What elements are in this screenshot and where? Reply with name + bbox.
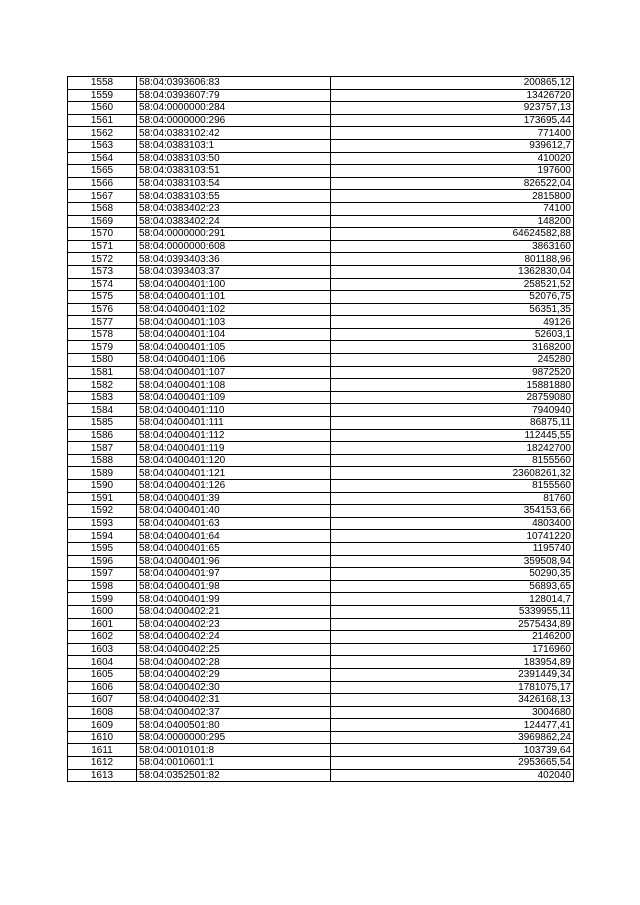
value-cell: 124477,41 [331,719,574,732]
table-row [68,719,574,732]
cadastral-number-cell: 58:04:0383402:24 [137,215,331,228]
value-cell: 8155560 [331,480,574,493]
table-row [68,177,574,190]
row-number-cell: 1582 [68,379,137,392]
row-number-cell: 1602 [68,631,137,644]
row-number-cell: 1568 [68,202,137,215]
table-row [68,77,574,90]
row-number-cell: 1578 [68,328,137,341]
cadastral-number-cell: 58:04:0400401:112 [137,429,331,442]
cadastral-number-cell: 58:04:0400401:96 [137,555,331,568]
table-row [68,467,574,480]
table-row [68,681,574,694]
table-row [68,731,574,744]
row-number-cell: 1575 [68,291,137,304]
row-number-cell: 1565 [68,165,137,178]
row-number-cell: 1600 [68,605,137,618]
row-number-cell: 1580 [68,354,137,367]
table-row [68,517,574,530]
table-row [68,454,574,467]
table-body [68,77,574,782]
cadastral-number-cell: 58:04:0010601:1 [137,757,331,770]
table-row [68,303,574,316]
row-number-cell: 1612 [68,757,137,770]
cadastral-number-cell: 58:04:0383103:50 [137,152,331,165]
value-cell: 56893,65 [331,580,574,593]
row-number-cell: 1601 [68,618,137,631]
cadastral-number-cell: 58:04:0400401:107 [137,366,331,379]
row-number-cell: 1576 [68,303,137,316]
table-row [68,580,574,593]
value-cell: 197600 [331,165,574,178]
table-row [68,190,574,203]
table-row [68,102,574,115]
row-number-cell: 1561 [68,114,137,127]
table-row [68,240,574,253]
cadastral-number-cell: 58:04:0000000:284 [137,102,331,115]
row-number-cell: 1609 [68,719,137,732]
cadastral-number-cell: 58:04:0400401:109 [137,391,331,404]
row-number-cell: 1563 [68,139,137,152]
row-number-cell: 1571 [68,240,137,253]
cadastral-number-cell: 58:04:0400401:97 [137,568,331,581]
value-cell: 410020 [331,152,574,165]
row-number-cell: 1594 [68,530,137,543]
row-number-cell: 1591 [68,492,137,505]
table-row [68,480,574,493]
row-number-cell: 1606 [68,681,137,694]
cadastral-number-cell: 58:04:0400401:99 [137,593,331,606]
cadastral-number-cell: 58:04:0400402:24 [137,631,331,644]
value-cell: 52603,1 [331,328,574,341]
table-row [68,291,574,304]
table-row [68,202,574,215]
table-row [68,505,574,518]
value-cell: 148200 [331,215,574,228]
value-cell: 5339955,11 [331,605,574,618]
value-cell: 8155560 [331,454,574,467]
value-cell: 3863160 [331,240,574,253]
cadastral-number-cell: 58:04:0383102:42 [137,127,331,140]
value-cell: 15881880 [331,379,574,392]
row-number-cell: 1588 [68,454,137,467]
cadastral-number-cell: 58:04:0400402:37 [137,706,331,719]
value-cell: 2575434,89 [331,618,574,631]
value-cell: 2953665,54 [331,757,574,770]
cadastral-number-cell: 58:04:0383103:54 [137,177,331,190]
row-number-cell: 1585 [68,417,137,430]
table-row [68,391,574,404]
table-row [68,631,574,644]
cadastral-number-cell: 58:04:0010101:8 [137,744,331,757]
cadastral-number-cell: 58:04:0400401:121 [137,467,331,480]
cadastral-number-cell: 58:04:0400402:30 [137,681,331,694]
cadastral-number-cell: 58:04:0400401:101 [137,291,331,304]
value-cell: 1362830,04 [331,265,574,278]
cadastral-number-cell: 58:04:0352501:82 [137,769,331,782]
value-cell: 258521,52 [331,278,574,291]
table-row [68,429,574,442]
row-number-cell: 1558 [68,77,137,90]
row-number-cell: 1574 [68,278,137,291]
cadastral-number-cell: 58:04:0400402:31 [137,694,331,707]
value-cell: 183954,89 [331,656,574,669]
row-number-cell: 1603 [68,643,137,656]
table-row [68,769,574,782]
row-number-cell: 1589 [68,467,137,480]
row-number-cell: 1586 [68,429,137,442]
cadastral-number-cell: 58:04:0400401:102 [137,303,331,316]
row-number-cell: 1584 [68,404,137,417]
cadastral-number-cell: 58:04:0393607:79 [137,89,331,102]
row-number-cell: 1581 [68,366,137,379]
value-cell: 103739,64 [331,744,574,757]
table-row [68,757,574,770]
value-cell: 2146200 [331,631,574,644]
value-cell: 923757,13 [331,102,574,115]
row-number-cell: 1599 [68,593,137,606]
row-number-cell: 1583 [68,391,137,404]
table-row [68,605,574,618]
value-cell: 13426720 [331,89,574,102]
cadastral-number-cell: 58:04:0400401:98 [137,580,331,593]
table-row [68,379,574,392]
cadastral-number-cell: 58:04:0400401:105 [137,341,331,354]
cadastral-number-cell: 58:04:0383402:23 [137,202,331,215]
row-number-cell: 1596 [68,555,137,568]
row-number-cell: 1559 [68,89,137,102]
table-row [68,215,574,228]
cadastral-value-table [67,76,574,782]
cadastral-number-cell: 58:04:0400401:65 [137,542,331,555]
cadastral-number-cell: 58:04:0383103:55 [137,190,331,203]
value-cell: 3168200 [331,341,574,354]
table-row [68,694,574,707]
row-number-cell: 1592 [68,505,137,518]
value-cell: 826522,04 [331,177,574,190]
cadastral-number-cell: 58:04:0400501:80 [137,719,331,732]
table-row [68,417,574,430]
value-cell: 9872520 [331,366,574,379]
value-cell: 28759080 [331,391,574,404]
value-cell: 52076,75 [331,291,574,304]
cadastral-number-cell: 58:04:0393403:36 [137,253,331,266]
value-cell: 64624582,88 [331,228,574,241]
cadastral-number-cell: 58:04:0383103:1 [137,139,331,152]
table-row [68,265,574,278]
cadastral-number-cell: 58:04:0400401:119 [137,442,331,455]
value-cell: 359508,94 [331,555,574,568]
table-row [68,744,574,757]
cadastral-number-cell: 58:04:0400401:126 [137,480,331,493]
row-number-cell: 1564 [68,152,137,165]
cadastral-number-cell: 58:04:0393606:83 [137,77,331,90]
cadastral-number-cell: 58:04:0400401:104 [137,328,331,341]
row-number-cell: 1560 [68,102,137,115]
table-row [68,568,574,581]
value-cell: 10741220 [331,530,574,543]
row-number-cell: 1567 [68,190,137,203]
table-row [68,328,574,341]
row-number-cell: 1562 [68,127,137,140]
value-cell: 200865,12 [331,77,574,90]
cadastral-number-cell: 58:04:0400401:106 [137,354,331,367]
cadastral-number-cell: 58:04:0400402:25 [137,643,331,656]
row-number-cell: 1590 [68,480,137,493]
row-number-cell: 1605 [68,668,137,681]
row-number-cell: 1587 [68,442,137,455]
table-row [68,139,574,152]
cadastral-number-cell: 58:04:0000000:291 [137,228,331,241]
table-row [68,278,574,291]
value-cell: 81760 [331,492,574,505]
table-row [68,706,574,719]
value-cell: 112445,55 [331,429,574,442]
table-row [68,114,574,127]
row-number-cell: 1607 [68,694,137,707]
row-number-cell: 1598 [68,580,137,593]
cadastral-number-cell: 58:04:0000000:295 [137,731,331,744]
table-row [68,228,574,241]
cadastral-number-cell: 58:04:0400401:111 [137,417,331,430]
value-cell: 4803400 [331,517,574,530]
cadastral-number-cell: 58:04:0400402:29 [137,668,331,681]
value-cell: 18242700 [331,442,574,455]
row-number-cell: 1604 [68,656,137,669]
row-number-cell: 1597 [68,568,137,581]
table-row [68,643,574,656]
value-cell: 1781075,17 [331,681,574,694]
table-row [68,152,574,165]
table-row [68,555,574,568]
value-cell: 86875,11 [331,417,574,430]
cadastral-number-cell: 58:04:0393403:37 [137,265,331,278]
table-row [68,89,574,102]
cadastral-number-cell: 58:04:0000000:296 [137,114,331,127]
row-number-cell: 1608 [68,706,137,719]
value-cell: 128014,7 [331,593,574,606]
table-row [68,366,574,379]
value-cell: 1195740 [331,542,574,555]
cadastral-number-cell: 58:04:0383103:51 [137,165,331,178]
cadastral-number-cell: 58:04:0400402:28 [137,656,331,669]
table-row [68,542,574,555]
value-cell: 3969862,24 [331,731,574,744]
row-number-cell: 1610 [68,731,137,744]
cadastral-number-cell: 58:04:0000000:608 [137,240,331,253]
row-number-cell: 1613 [68,769,137,782]
table-row [68,656,574,669]
value-cell: 402040 [331,769,574,782]
value-cell: 939612,7 [331,139,574,152]
table-row [68,618,574,631]
value-cell: 173695,44 [331,114,574,127]
row-number-cell: 1572 [68,253,137,266]
value-cell: 245280 [331,354,574,367]
cadastral-number-cell: 58:04:0400402:21 [137,605,331,618]
row-number-cell: 1569 [68,215,137,228]
cadastral-number-cell: 58:04:0400402:23 [137,618,331,631]
table-row [68,165,574,178]
row-number-cell: 1577 [68,316,137,329]
cadastral-number-cell: 58:04:0400401:63 [137,517,331,530]
row-number-cell: 1611 [68,744,137,757]
row-number-cell: 1579 [68,341,137,354]
table-row [68,492,574,505]
value-cell: 2391449,34 [331,668,574,681]
table-row [68,404,574,417]
value-cell: 2815800 [331,190,574,203]
table-row [68,341,574,354]
table-row [68,354,574,367]
table-row [68,668,574,681]
value-cell: 50290,35 [331,568,574,581]
row-number-cell: 1566 [68,177,137,190]
table-row [68,253,574,266]
row-number-cell: 1573 [68,265,137,278]
table-row [68,442,574,455]
cadastral-number-cell: 58:04:0400401:40 [137,505,331,518]
table-row [68,593,574,606]
value-cell: 771400 [331,127,574,140]
table-row [68,127,574,140]
table-row [68,530,574,543]
value-cell: 49126 [331,316,574,329]
row-number-cell: 1595 [68,542,137,555]
row-number-cell: 1593 [68,517,137,530]
cadastral-number-cell: 58:04:0400401:120 [137,454,331,467]
value-cell: 7940940 [331,404,574,417]
value-cell: 801188,96 [331,253,574,266]
cadastral-number-cell: 58:04:0400401:64 [137,530,331,543]
cadastral-number-cell: 58:04:0400401:103 [137,316,331,329]
value-cell: 1716960 [331,643,574,656]
cadastral-number-cell: 58:04:0400401:100 [137,278,331,291]
value-cell: 354153,66 [331,505,574,518]
value-cell: 3426168,13 [331,694,574,707]
cadastral-number-cell: 58:04:0400401:108 [137,379,331,392]
value-cell: 3004680 [331,706,574,719]
cadastral-number-cell: 58:04:0400401:39 [137,492,331,505]
value-cell: 74100 [331,202,574,215]
row-number-cell: 1570 [68,228,137,241]
cadastral-number-cell: 58:04:0400401:110 [137,404,331,417]
value-cell: 56351,35 [331,303,574,316]
table-row [68,316,574,329]
value-cell: 23608261,32 [331,467,574,480]
